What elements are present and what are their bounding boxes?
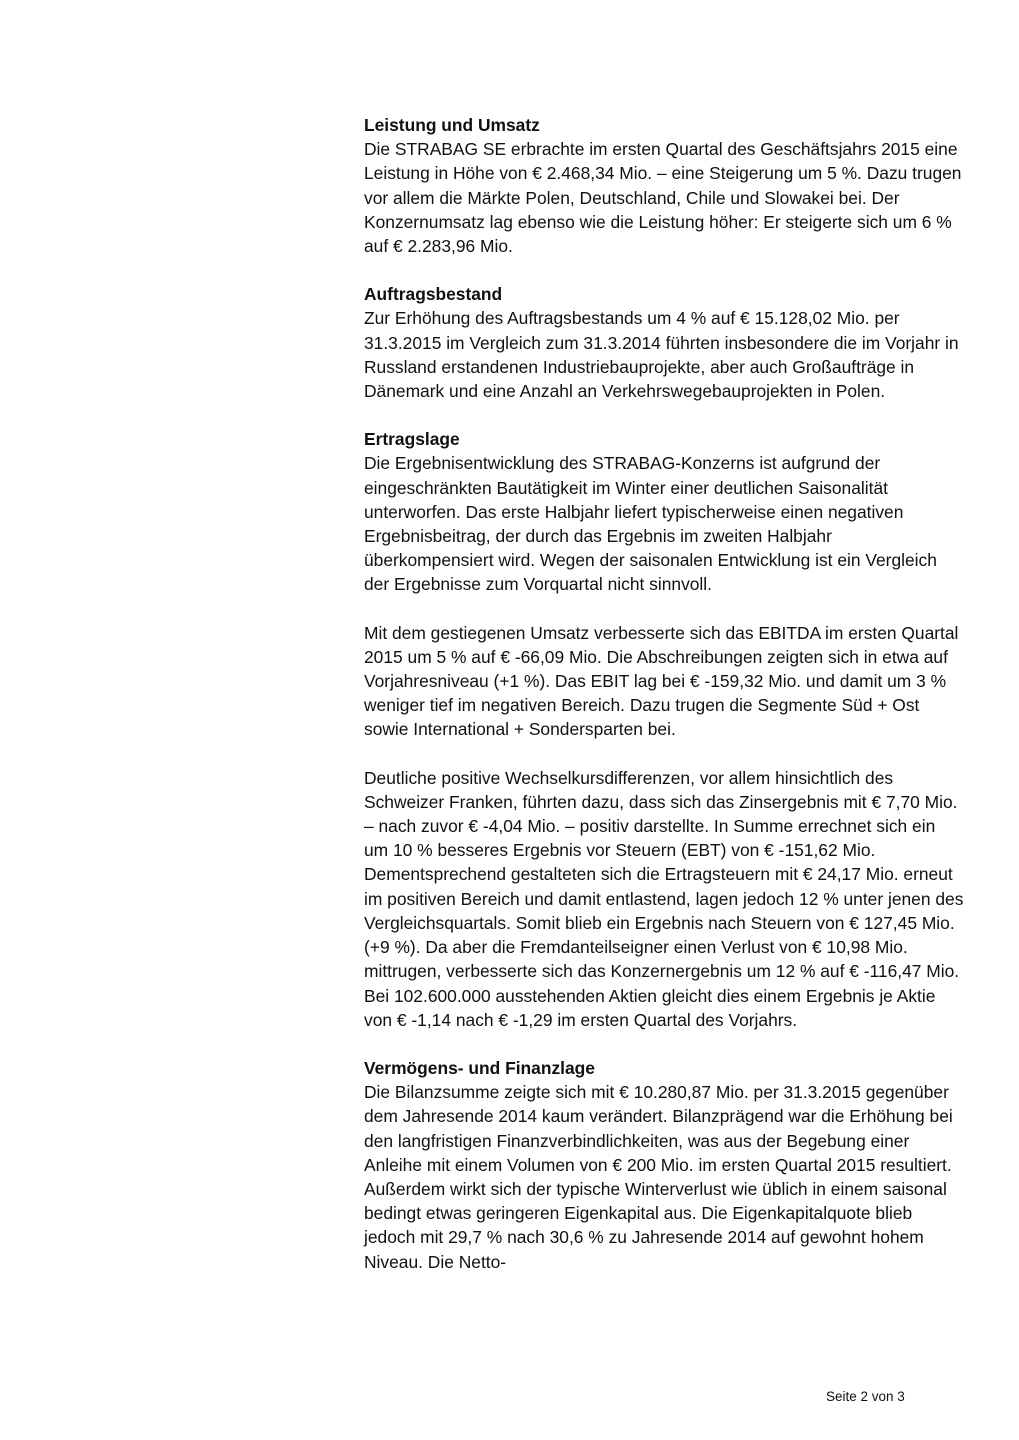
section-heading: Ertragslage [364,429,460,450]
section-paragraph: Die STRABAG SE erbrachte im ersten Quartal des Geschäftsjahrs 2015 eine Leistung in Höhe von € 2.468,34 Mio. – eine Steigerung um 5 %. Dazu trugen vor allem die Märkte Polen, Deutschland, Chile und Slowakei bei. Der Konzernumsatz lag ebenso wie die Leistung höher: Er steigerte sich um 6 % auf € 2.283,96 Mio. [364,139,962,257]
section-leistung-und-umsatz [364,113,964,258]
section-heading: Auftragsbestand [364,284,503,305]
section-paragraph: Zur Erhöhung des Auftragsbestands um 4 % auf € 15.128,02 Mio. per 31.3.2015 im Vergleich zum 31.3.2014 führten insbesondere die im Vorjahr in Russland erstandenen Industriebauprojekte, aber auch Großaufträge in Dänemark und eine Anzahl an Verkehrswegebauprojekten in Polen. [364,308,959,402]
section-vermoegens-und-finanzlage [364,1056,964,1274]
section-paragraph: Deutliche positive Wechselkursdifferenzen, vor allem hinsichtlich des Schweizer Franken, führten dazu, dass sich das Zinsergebnis mit € 7,70 Mio. – nach zuvor € -4,04 Mio. – positiv darstellte. In Summe errechnet sich ein um 10 % besseres Ergebnis vor Steuern (EBT) von € -151,62 Mio. Dementsprechend gestalteten sich die Ertragsteuern mit € 24,17 Mio. erneut im positiven Bereich und damit entlastend, lagen jedoch 12 % unter jenen des Vergleichsquartals. Somit blieb ein Ergebnis nach Steuern von € 127,45 Mio. (+9 %). Da aber die Fremdanteilseigner einen Verlust von € 10,98 Mio. mittrugen, verbesserte sich das Konzernergebnis um 12 % auf € -116,47 Mio. Bei 102.600.000 ausstehenden Aktien gleicht dies einem Ergebnis je Aktie von € -1,14 nach € -1,29 im ersten Quartal des Vorjahrs. [364,767,964,1030]
section-heading: Leistung und Umsatz [364,115,540,135]
section-paragraph: Die Bilanzsumme zeigte sich mit € 10.280,87 Mio. per 31.3.2015 gegenüber dem Jahresende 2014 kaum verändert. Bilanzprägend war die Erhöhung bei den langfristigen Finanzverbindlichkeiten, was aus der Begebung einer Anleihe mit einem Volumen von € 200 Mio. im ersten Quartal 2015 resultiert. Außerdem wirkt sich der typische Winterverlust wie üblich in einem saisonal bedingt etwas geringeren Eigenkapital aus. Die Eigenkapitalquote blieb jedoch mit 29,7 % nach 30,6 % zu Jahresende 2014 auf gewohnt hohem Niveau. Die Netto- [364,1082,953,1272]
section-paragraph: Mit dem gestiegenen Umsatz verbesserte sich das EBITDA im ersten Quartal 2015 um 5 % auf € -66,09 Mio. Die Abschreibungen zeigten sich in etwa auf Vorjahresniveau (+1 %). Das EBIT lag bei € -159,32 Mio. und damit um 3 % weniger tief im negativen Bereich. Dazu trugen die Segmente Süd + Ost sowie International + Sondersparten bei. [364,622,959,740]
section-heading: Vermögens- und Finanzlage [364,1057,595,1078]
document-body [364,113,964,1298]
section-paragraph: Die Ergebnisentwicklung des STRABAG-Konzerns ist aufgrund der eingeschränkten Bautätigkeit im Winter einer deutlichen Saisonalität unterworfen. Das erste Halbjahr liefert typischerweise einen negativen Ergebnisbeitrag, der durch das Ergebnis im zweiten Halbjahr überkompensiert wird. Wegen der saisonalen Entwicklung ist ein Vergleich der Ergebnisse zum Vorquartal nicht sinnvoll. [364,453,937,595]
section-ertragslage [364,427,964,1032]
section-auftragsbestand [364,282,964,403]
page-number: Seite 2 von 3 [826,1389,905,1404]
